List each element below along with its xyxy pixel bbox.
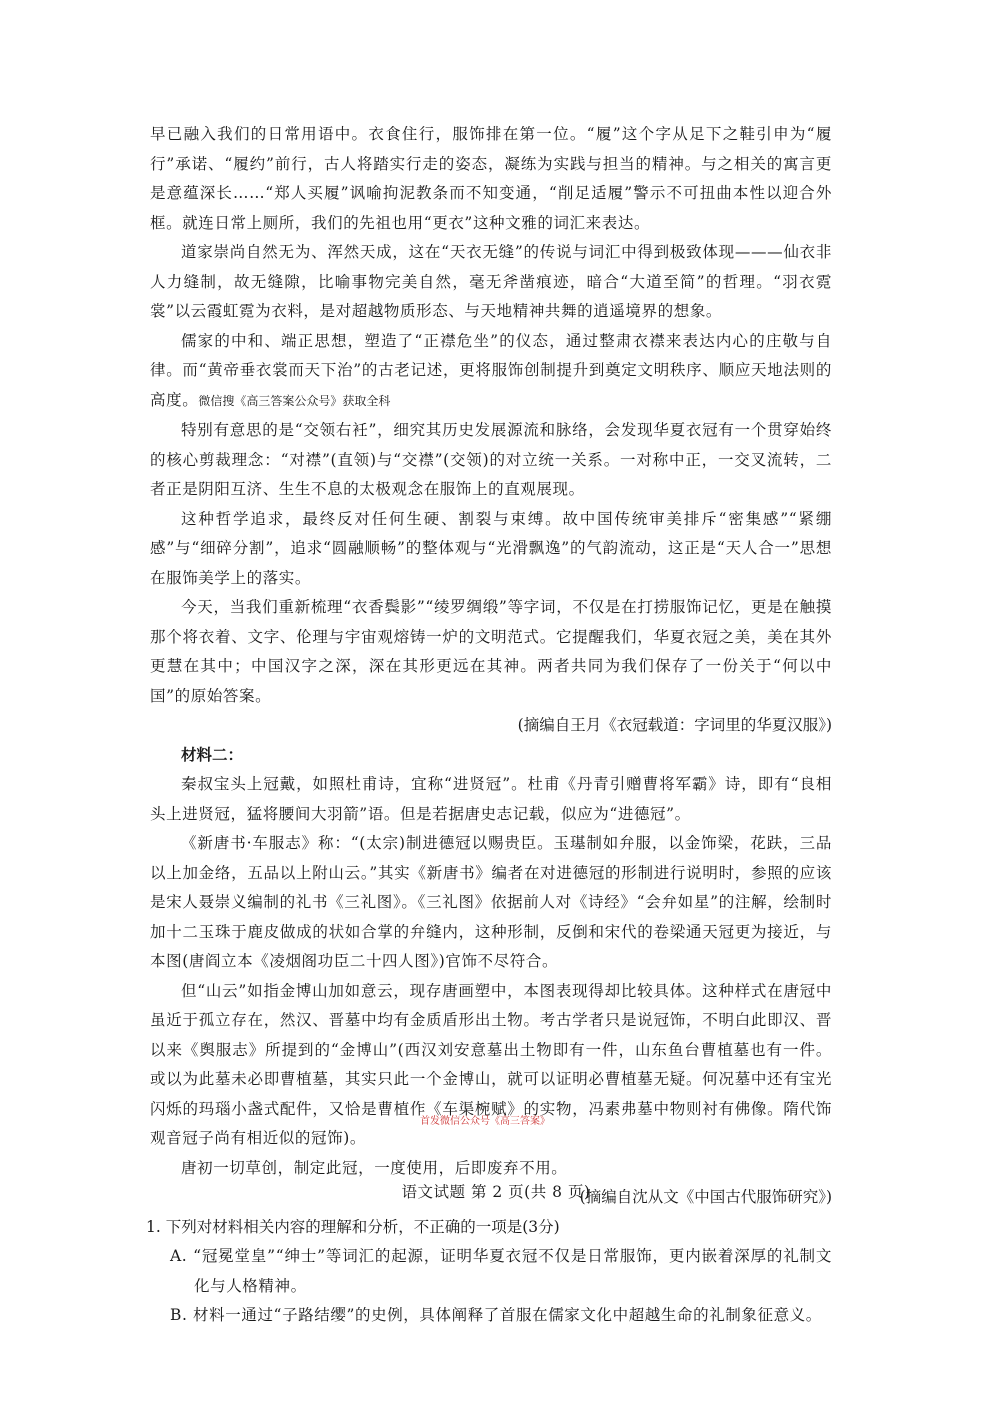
material1-paragraph-6: 今天，当我们重新梳理“衣香鬓影”“绫罗绸缎”等字词，不仅是在打捞服饰记忆，更是在触摸那个将衣着、文字、伦理与宇宙观熔铸一炉的文明范式。它提醒我们，华夏衣冠之美，美在其外更慧在其中；中国汉字之深，深在其形更远在其神。两者共同为我们保存了一份关于“何以中国”的原始答案。 — [150, 598, 832, 705]
page-footer: 语文试题 第 2 页(共 8 页) — [401, 1183, 591, 1201]
document-body — [146, 120, 832, 1331]
material1-paragraph-2: 道家崇尚自然无为、浑然天成，这在“天衣无缝”的传说与词汇中得到极致体现———仙衣非人力缝制，故无缝隙，比喻事物完美自然，毫无斧凿痕迹，暗合“大道至简”的哲理。“羽衣霓裳”以云霞虹霓为衣料，是对超越物质形态、与天地精神共舞的逍遥境界的想象。 — [150, 243, 832, 320]
material1-source: (摘编自王月《衣冠载道：字词里的华夏汉服》) — [517, 716, 832, 734]
material2-paragraph-3: 但“山云”如指金博山加如意云，现存唐画塑中，本图表现得却比较具体。这种样式在唐冠中虽近于孤立存在，然汉、晋墓中均有金质盾形出土物。考古学者只是说冠饰，不明白此即汉、晋以来《舆服志》所提到的“金博山”(西汉刘安意墓出土物即有一件，山东鱼台曹植墓也有一件。或以为此墓未必即曹植墓，其实只此一个金博山，就可以证明必曹植墓无疑。何况墓中还有宝光闪烁的玛瑙小盏式配件，又恰是曹植作《车渠椀赋》的实物，冯素弗墓中物则衬有佛像。隋代饰观音冠子尚有相近似的冠饰)。 — [150, 981, 832, 1147]
material2-paragraph-4: 唐初一切草创，制定此冠，一度使用，后即废弃不用。 — [181, 1158, 568, 1177]
question-1-stem: 1. 下列对材料相关内容的理解和分析，不正确的一项是(3分) — [146, 1217, 560, 1236]
material1-paragraph-1: 早已融入我们的日常用语中。衣食住行，服饰排在第一位。“履”这个字从足下之鞋引申为“履行”承诺、“履约”前行，古人将踏实行走的姿态，凝练为实践与担当的精神。与之相关的寓言更是意蕴深长……“郑人买履”讽喻拘泥教条而不知变通，“削足适履”警示不可扭曲本性以迎合外框。就连日常上厕所，我们的先祖也用“更衣”这种文雅的词汇来表达。 — [150, 125, 832, 232]
question-1-option-b: B. 材料一通过“子路结缨”的史例，具体阐释了首服在儒家文化中超越生命的礼制象征意义。 — [170, 1306, 822, 1324]
material1-paragraph-4: 特别有意思的是“交领右衽”，细究其历史发展源流和脉络，会发现华夏衣冠有一个贯穿始终的核心剪裁理念：“对襟”(直领)与“交襟”(交领)的对立统一关系。一对称中正，一交叉流转，二者正是阴阳互济、生生不息的太极观念在服饰上的直观展现。 — [150, 421, 832, 498]
material1-paragraph-3 — [150, 327, 832, 417]
material1-paragraph-5: 这种哲学追求，最终反对任何生硬、割裂与束缚。故中国传统审美排斥“密集感”“紧绷感”与“细碎分割”，追求“圆融顺畅”的整体观与“光滑飘逸”的气韵流动，这正是“天人合一”思想在服饰美学上的落实。 — [150, 509, 832, 587]
wechat-note: 微信搜《高三答案公众号》获取全科 — [198, 393, 391, 408]
material1-paragraph-3-text: 儒家的中和、端正思想，塑造了“正襟危坐”的仪态，通过整肃衣襟来表达内心的庄敬与自律。而“黄帝垂衣裳而天下治”的古老记述，更将服饰创制提升到奠定文明秩序、顺应天地法则的高度。 — [150, 331, 832, 409]
question-1-option-a: A. “冠冕堂皇”“绅士”等词汇的起源，证明华夏衣冠不仅是日常服饰，更内嵌着深厚的礼制文化与人格精神。 — [170, 1247, 832, 1295]
material2-heading: 材料二： — [181, 745, 244, 764]
watermark-text: 首发微信公众号《高三答案》 — [420, 1116, 550, 1127]
material2-source: (摘编自沈从文《中国古代服饰研究》) — [579, 1188, 832, 1206]
material2-paragraph-2: 《新唐书·车服志》称：“(太宗)制进德冠以赐贵臣。玉璂制如弁服，以金饰梁，花趺，三品以上加金络，五品以上附山云。”其实《新唐书》编者在对进德冠的形制进行说明时，参照的应该是宋人聂崇义编制的礼书《三礼图》。《三礼图》依据前人对《诗经》“会弁如星”的注解，绘制时加十二玉珠于鹿皮做成的状如合掌的弁缝内，这种形制，反倒和宋代的卷梁通天冠更为接近，与本图(唐阎立本《凌烟阁功臣二十四人图》)官饰不尽符合。 — [150, 834, 832, 970]
material2-paragraph-1: 秦叔宝头上冠戴，如照杜甫诗，宜称“进贤冠”。杜甫《丹青引赠曹将军霸》诗，即有“良相头上进贤冠，猛将腰间大羽箭”语。但是若据唐史志记载，似应为“进德冠”。 — [150, 775, 832, 823]
